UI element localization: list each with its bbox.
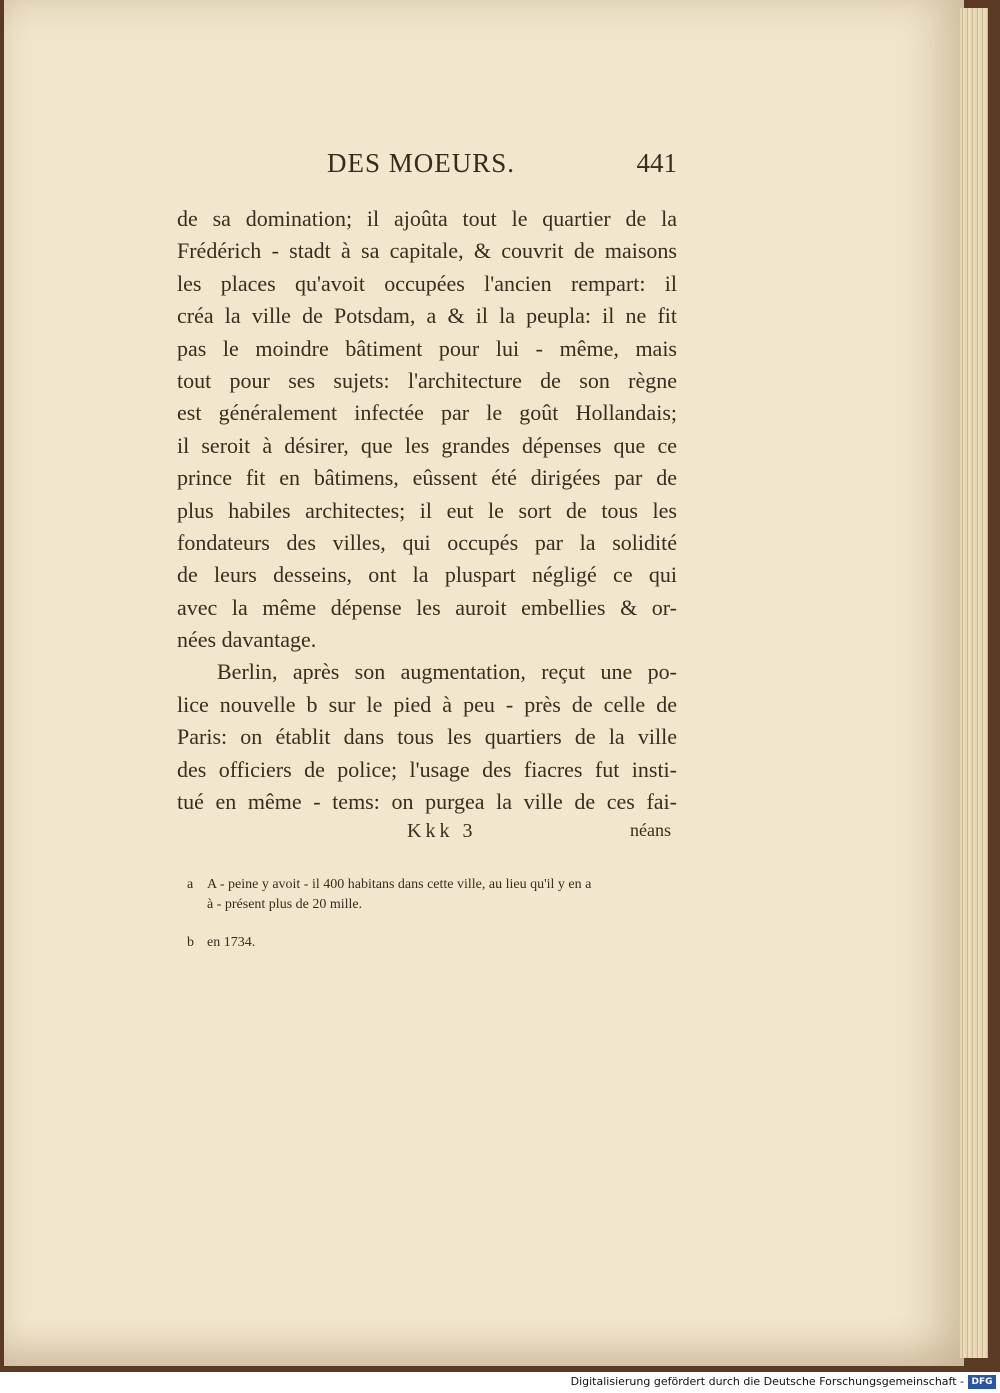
body-text bbox=[177, 203, 677, 818]
footnote-text: A - peine y avoit - il 400 habitans dans cette ville, au lieu qu'il y en a bbox=[207, 877, 592, 892]
text-line: est généralement infectée par le goût Hollandais; bbox=[177, 400, 677, 426]
text-line: prince fit en bâtimens, eûssent été dirigées par de bbox=[177, 465, 677, 491]
text-line: tout pour ses sujets: l'architecture de son règne bbox=[177, 367, 677, 393]
text-line: plus habiles architectes; il eut le sort de tous les bbox=[177, 497, 677, 523]
running-title: DES MOEURS. bbox=[327, 148, 516, 178]
text-line: il seroit à désirer, que les grandes dépenses que ce bbox=[177, 432, 677, 458]
footnote-text: en 1734. bbox=[207, 935, 256, 950]
text-line: Paris: on établit dans tous les quartiers de la ville bbox=[177, 724, 677, 750]
signature-mark: Kkk 3 bbox=[407, 820, 477, 842]
text-line: créa la ville de Potsdam, a & il la peupla: il ne fit bbox=[177, 303, 677, 329]
text-line: fondateurs des villes, qui occupés par la solidité bbox=[177, 529, 677, 555]
text-line: tué en même - tems: on purgea la ville de ces fai- bbox=[177, 789, 677, 815]
page-edges bbox=[960, 8, 988, 1358]
text-line: pas le moindre bâtiment pour lui - même, mais bbox=[177, 335, 677, 361]
catchword: néans bbox=[630, 820, 671, 840]
footer-bar bbox=[0, 1372, 1000, 1393]
text-line: Berlin, après son augmentation, reçut une po- bbox=[217, 659, 677, 685]
dfg-logo-icon: DFG bbox=[968, 1375, 996, 1389]
text-line: les places qu'avoit occupées l'ancien rempart: il bbox=[177, 270, 677, 296]
text-line: nées davantage. bbox=[177, 627, 317, 653]
footnote-marker: a bbox=[187, 877, 194, 892]
catch-line bbox=[177, 820, 677, 850]
text-line: avec la même dépense les auroit embellies & or- bbox=[177, 594, 677, 620]
text-line: des officiers de police; l'usage des fiacres fut insti- bbox=[177, 756, 677, 782]
text-line: lice nouvelle b sur le pied à peu - près de celle de bbox=[177, 691, 677, 717]
footnotes bbox=[187, 875, 687, 953]
page-number: 441 bbox=[636, 148, 677, 178]
footnote-a bbox=[187, 875, 687, 895]
footnote-b bbox=[187, 933, 687, 953]
footnote-marker: b bbox=[187, 935, 194, 950]
book-page bbox=[4, 0, 964, 1366]
text-line: de leurs desseins, ont la pluspart négligé ce qui bbox=[177, 562, 677, 588]
footnote-a-continued: à - présent plus de 20 mille. bbox=[207, 897, 363, 912]
text-line: Frédérich - stadt à sa capitale, & couvrit de maisons bbox=[177, 238, 677, 264]
text-line: de sa domination; il ajoûta tout le quartier de la bbox=[177, 206, 677, 231]
page-header bbox=[177, 148, 677, 188]
funding-credit: Digitalisierung gefördert durch die Deutsche Forschungsgemeinschaft - bbox=[570, 1375, 964, 1388]
